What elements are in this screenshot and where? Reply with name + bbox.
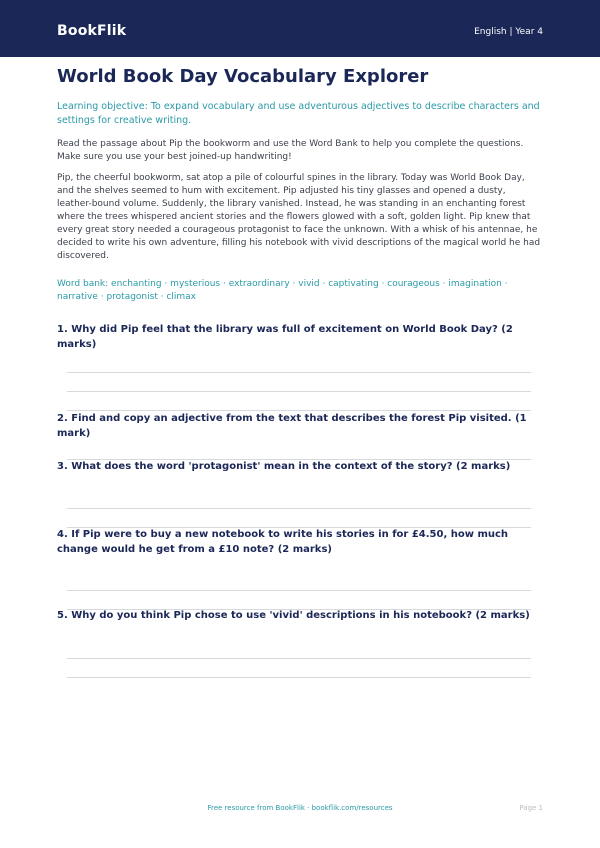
question-4: 4. If Pip were to buy a new notebook to write his stories in for £4.50, how much change would he get from a £10 note? (2 marks)	[57, 529, 509, 555]
footer-credit: Free resource from BookFlik · bookflik.com/resources	[207, 804, 393, 812]
brand-logo: BookFlik	[57, 23, 127, 39]
word-bank: Word bank: enchanting · mysterious · extraordinary · vivid · captivating · courageous · imagination · narrative · protagonist · climax	[57, 279, 508, 302]
subject-year-label: English | Year 4	[474, 27, 543, 37]
answer-line[interactable]	[67, 677, 531, 678]
answer-line[interactable]	[67, 590, 531, 591]
instructions: Read the passage about Pip the bookworm and use the Word Bank to help you complete the questions. Make sure you use your best joined-up handwriting!	[57, 139, 524, 162]
question-1: 1. Why did Pip feel that the library was full of excitement on World Book Day? (2 marks)	[57, 324, 513, 350]
page-number: Page 1	[519, 804, 543, 812]
answer-line[interactable]	[67, 391, 531, 392]
header-bar	[0, 0, 600, 57]
answer-line[interactable]	[67, 658, 531, 659]
answer-line[interactable]	[67, 508, 531, 509]
question-5: 5. Why do you think Pip chose to use 'vivid' descriptions in his notebook? (2 marks)	[57, 610, 530, 621]
learning-objective: Learning objective: To expand vocabulary and use adventurous adjectives to describe characters and settings for creative writing.	[57, 101, 540, 126]
answer-line[interactable]	[67, 372, 531, 373]
page-title: World Book Day Vocabulary Explorer	[57, 66, 429, 87]
question-3: 3. What does the word 'protagonist' mean in the context of the story? (2 marks)	[57, 461, 511, 472]
answer-line[interactable]	[67, 410, 531, 411]
answer-line[interactable]	[67, 459, 531, 460]
question-2: 2. Find and copy an adjective from the text that describes the forest Pip visited. (1 mark)	[57, 413, 527, 439]
reading-passage: Pip, the cheerful bookworm, sat atop a pile of colourful spines in the library. Today was World Book Day, and the shelves seemed to hum with excitement. Pip adjusted his tiny glasses and opened a dusty, leather-bound volume. Suddenly, the library vanished. Instead, he was standing in an enchanting forest where the trees whispered ancient stories and the flowers glowed with a soft, golden light. Pip knew that every great story needed a courageous protagonist to face the unknown. With a whisk of his antennae, he decided to write his own adventure, filling his notebook with vivid descriptions of the magical world he had discovered.	[57, 173, 541, 261]
